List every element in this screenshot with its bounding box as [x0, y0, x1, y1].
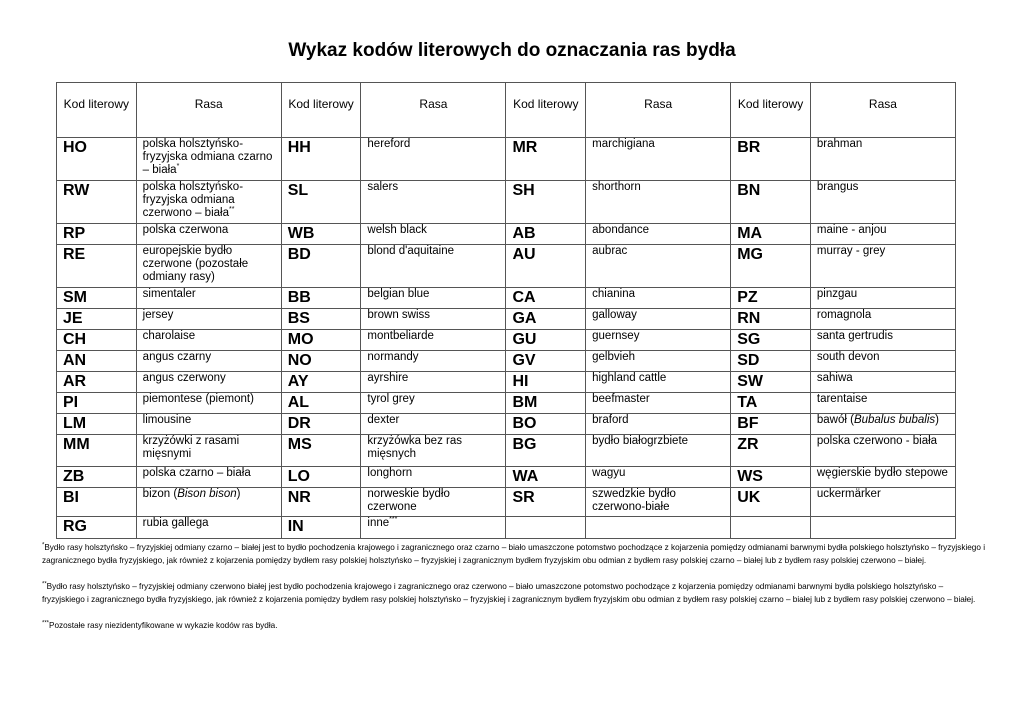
table-row — [57, 309, 956, 330]
breed-name: simentaler — [136, 288, 281, 309]
breed-name: beefmaster — [586, 393, 731, 414]
breed-code: WB — [281, 224, 361, 245]
footnote-marker: ** — [228, 206, 235, 214]
breed-name: brown swiss — [361, 309, 506, 330]
breed-code: AL — [281, 393, 361, 414]
table-row — [57, 414, 956, 435]
breed-name: brangus — [810, 181, 955, 224]
breed-code: AU — [506, 245, 586, 288]
page-title: Wykaz kodów literowych do oznaczania ras bydła — [288, 40, 736, 61]
breed-code: BG — [506, 435, 586, 467]
breed-name: highland cattle — [586, 372, 731, 393]
breed-name: jersey — [136, 309, 281, 330]
breed-code: HO — [57, 138, 137, 181]
breed-name: welsh black — [361, 224, 506, 245]
footnote-marker: *** — [389, 516, 398, 524]
footnote: **Bydło rasy holsztyńsko – fryzyjskiej odmiany czerwono białej jest bydło pochodzenia krajowego i zagranicznego oraz czerwono – biało umaszczone potomstwo pochodzące z kojarzenia pomiędzy odmianami barwnymi bydła polskiego holsztyńsko – fryzyjskiego i zagranicznego bydła fryzyjskiego, jak również z kojarzenia pomiędzy bydłem rasy polskiej holsztyńsko – fryzyjskiej i zagranicznym bydłem fryzyjskim obu odmian z bydłem rasy polskiej czarno – białej lub z bydłem rasy polskiej czerwono – białej. — [42, 581, 976, 604]
breed-name: braford — [586, 414, 731, 435]
breed-name: inne*** — [361, 517, 506, 539]
header-code: Kod literowy — [506, 83, 586, 138]
table-row — [57, 488, 956, 517]
breed-code: GA — [506, 309, 586, 330]
breed-code: HI — [506, 372, 586, 393]
breed-name: polska holsztyńsko-fryzyjska odmiana czerwono – biała** — [136, 181, 281, 224]
breed-name: maine - anjou — [810, 224, 955, 245]
breed-code: AB — [506, 224, 586, 245]
breed-name: piemontese (piemont) — [136, 393, 281, 414]
breed-code: AY — [281, 372, 361, 393]
breed-code: BI — [57, 488, 137, 517]
footnote-marker: ** — [42, 581, 47, 588]
breed-code: HH — [281, 138, 361, 181]
breed-name: norweskie bydło czerwone — [361, 488, 506, 517]
breed-name: wagyu — [586, 467, 731, 488]
breed-name: polska czerwono - biała — [810, 435, 955, 467]
breed-name: tarentaise — [810, 393, 955, 414]
table-body — [57, 138, 956, 539]
breed-name: gelbvieh — [586, 351, 731, 372]
breed-name: shorthorn — [586, 181, 731, 224]
breed-code: RE — [57, 245, 137, 288]
breed-name: romagnola — [810, 309, 955, 330]
footnote: *Bydło rasy holsztyńsko – fryzyjskiej odmiany czarno – białej jest to bydło pochodzenia krajowego i zagranicznego oraz czarno – biało umaszczone potomstwo pochodzące z kojarzenia pomiędzy odmianami barwnymi bydła polskiego holsztyńsko – fryzyjskiego i zagranicznego bydła fryzyjskiego, jak również z kojarzenia pomiędzy bydłem rasy polskiej holsztyńsko – fryzyjskiej i zagranicznym bydłem fryzyjskim obu odmian z bydłem rasy polskiej czarno – białej lub z bydłem rasy polskiej czerwono – białej. — [42, 542, 986, 565]
breed-code: RP — [57, 224, 137, 245]
breed-name: marchigiana — [586, 138, 731, 181]
breed-code: MR — [506, 138, 586, 181]
table-row — [57, 435, 956, 467]
breed-code: RN — [731, 309, 811, 330]
breed-code: BN — [731, 181, 811, 224]
breed-code: TA — [731, 393, 811, 414]
breed-code: RW — [57, 181, 137, 224]
breed-name: krzyżówki z rasami mięsnymi — [136, 435, 281, 467]
breed-code: SH — [506, 181, 586, 224]
breed-name: tyrol grey — [361, 393, 506, 414]
table-row — [57, 330, 956, 351]
footnote-marker: *** — [42, 620, 50, 627]
table-row — [57, 517, 956, 539]
breed-name: ayrshire — [361, 372, 506, 393]
breed-name: brahman — [810, 138, 955, 181]
header-code: Kod literowy — [281, 83, 361, 138]
table-row — [57, 181, 956, 224]
breed-name: europejskie bydło czerwone (pozostałe odmiany rasy) — [136, 245, 281, 288]
table-row — [57, 245, 956, 288]
breed-code: RG — [57, 517, 137, 539]
table-header-row — [57, 83, 956, 138]
header-breed: Rasa — [810, 83, 955, 138]
breed-name: bizon (Bison bison) — [136, 488, 281, 517]
breed-name: normandy — [361, 351, 506, 372]
table-row — [57, 467, 956, 488]
breed-code: MO — [281, 330, 361, 351]
breed-name: dexter — [361, 414, 506, 435]
breed-name: sahiwa — [810, 372, 955, 393]
breed-name — [810, 517, 955, 539]
breed-name: krzyżówka bez ras mięsnych — [361, 435, 506, 467]
breed-code: SL — [281, 181, 361, 224]
breed-name: murray - grey — [810, 245, 955, 288]
header-breed: Rasa — [586, 83, 731, 138]
breed-code: SM — [57, 288, 137, 309]
breed-name — [586, 517, 731, 539]
breed-name: pinzgau — [810, 288, 955, 309]
breed-code: BF — [731, 414, 811, 435]
breed-code: LM — [57, 414, 137, 435]
footnote-marker: * — [42, 542, 45, 549]
breed-name: south devon — [810, 351, 955, 372]
breed-code: AN — [57, 351, 137, 372]
breed-name: uckermärker — [810, 488, 955, 517]
breed-name: rubia gallega — [136, 517, 281, 539]
breed-name: hereford — [361, 138, 506, 181]
breed-code: PZ — [731, 288, 811, 309]
breed-name: blond d'aquitaine — [361, 245, 506, 288]
breed-code: SD — [731, 351, 811, 372]
breed-name: angus czerwony — [136, 372, 281, 393]
breed-name: limousine — [136, 414, 281, 435]
breed-name: charolaise — [136, 330, 281, 351]
breed-code: BB — [281, 288, 361, 309]
table-row — [57, 288, 956, 309]
breed-name: santa gertrudis — [810, 330, 955, 351]
breed-code: BR — [731, 138, 811, 181]
breed-code: PI — [57, 393, 137, 414]
breed-code: MM — [57, 435, 137, 467]
breed-code: NO — [281, 351, 361, 372]
footnote: ***Pozostałe rasy niezidentyfikowane w wykazie kodów ras bydła. — [42, 620, 278, 630]
breed-code — [731, 517, 811, 539]
breed-code: ZR — [731, 435, 811, 467]
breed-code: SR — [506, 488, 586, 517]
breed-code: MS — [281, 435, 361, 467]
footnotes — [42, 541, 987, 645]
breed-code: BO — [506, 414, 586, 435]
breed-name: chianina — [586, 288, 731, 309]
breed-name: polska czerwona — [136, 224, 281, 245]
breed-code: MG — [731, 245, 811, 288]
breed-name: belgian blue — [361, 288, 506, 309]
breed-code: BD — [281, 245, 361, 288]
breed-code: SW — [731, 372, 811, 393]
table-row — [57, 351, 956, 372]
breed-code: CH — [57, 330, 137, 351]
breed-name: szwedzkie bydło czerwono-białe — [586, 488, 731, 517]
breed-name: bydło białogrzbiete — [586, 435, 731, 467]
breed-code: MA — [731, 224, 811, 245]
breed-name: montbeliarde — [361, 330, 506, 351]
breed-code: ZB — [57, 467, 137, 488]
header-code: Kod literowy — [731, 83, 811, 138]
breed-code: BM — [506, 393, 586, 414]
table-row — [57, 372, 956, 393]
breed-code: SG — [731, 330, 811, 351]
breed-code: IN — [281, 517, 361, 539]
header-breed: Rasa — [361, 83, 506, 138]
breed-name: abondance — [586, 224, 731, 245]
breed-code: GU — [506, 330, 586, 351]
header-breed: Rasa — [136, 83, 281, 138]
breed-code — [506, 517, 586, 539]
breed-name: longhorn — [361, 467, 506, 488]
breed-name: polska czarno – biała — [136, 467, 281, 488]
breed-code: CA — [506, 288, 586, 309]
breed-name: węgierskie bydło stepowe — [810, 467, 955, 488]
breed-code: WA — [506, 467, 586, 488]
table-row — [57, 138, 956, 181]
breed-name: angus czarny — [136, 351, 281, 372]
breed-code: JE — [57, 309, 137, 330]
breed-name: salers — [361, 181, 506, 224]
breed-code: AR — [57, 372, 137, 393]
breed-code: LO — [281, 467, 361, 488]
table-row — [57, 224, 956, 245]
breed-code: NR — [281, 488, 361, 517]
breed-code: UK — [731, 488, 811, 517]
breed-code: DR — [281, 414, 361, 435]
breed-code: BS — [281, 309, 361, 330]
table-row — [57, 393, 956, 414]
breed-code-table — [56, 82, 956, 539]
breed-code: WS — [731, 467, 811, 488]
breed-name: bawół (Bubalus bubalis) — [810, 414, 955, 435]
breed-name: galloway — [586, 309, 731, 330]
footnote-marker: * — [176, 163, 180, 171]
breed-name: polska holsztyńsko-fryzyjska odmiana czarno – biała* — [136, 138, 281, 181]
breed-name: guernsey — [586, 330, 731, 351]
breed-code: GV — [506, 351, 586, 372]
header-code: Kod literowy — [57, 83, 137, 138]
breed-name: aubrac — [586, 245, 731, 288]
